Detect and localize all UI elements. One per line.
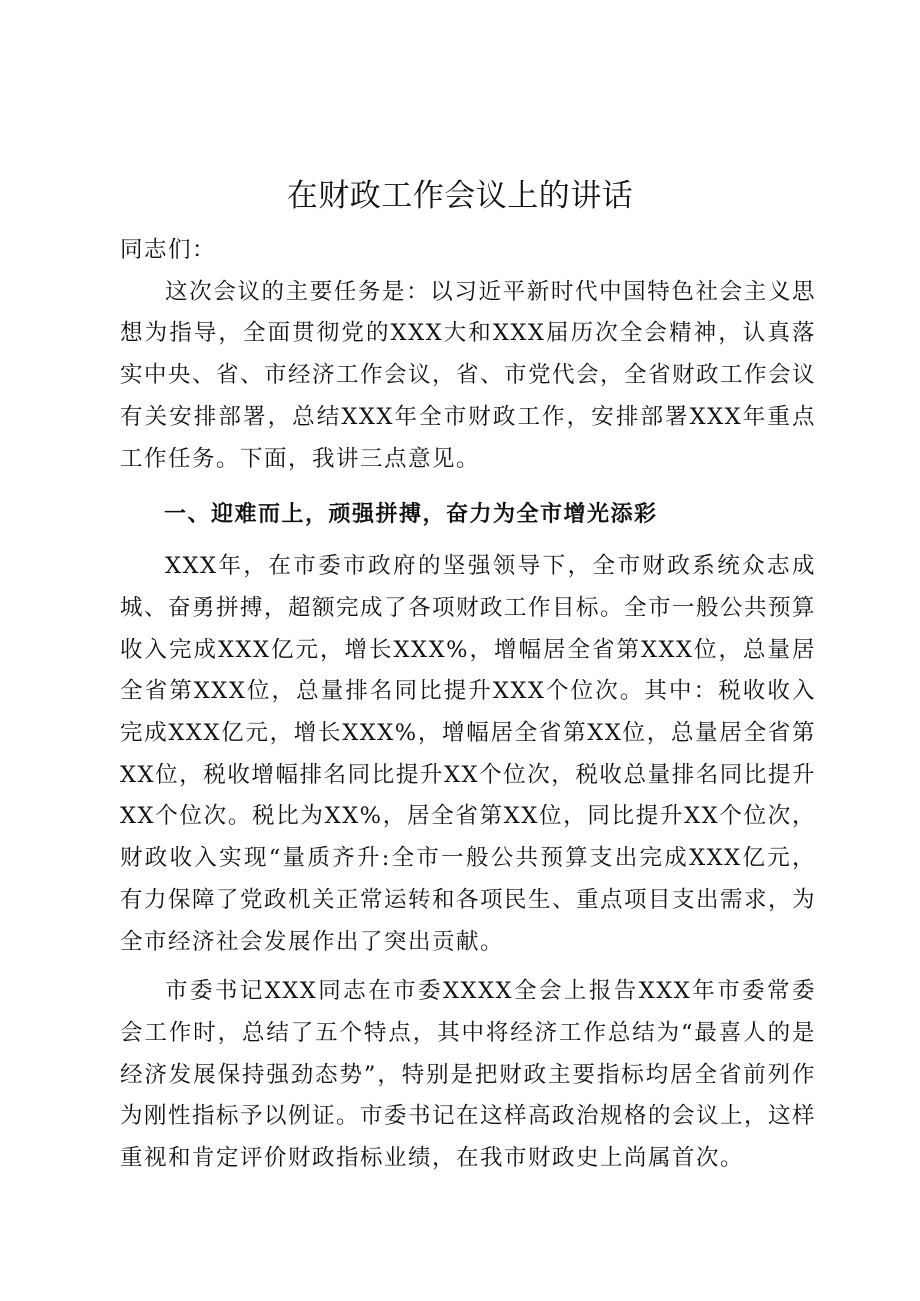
section-1-paragraph-2: 市委书记XXX同志在市委XXXX全会上报告XXX年市委常委会工作时，总结了五个特点，其中将经济工作总结为“最喜人的是经济发展保持强劲态势”，特别是把财政主要指标均居全省前列作为刚性指标予以例证。市委书记在这样高政治规格的会议上，这样重视和肯定评价财政指标业绩，在我市财政史上尚属首次。 (120, 978, 817, 1172)
salutation: 同志们： (120, 237, 217, 263)
section-1-paragraph-1: XXX年，在市委市政府的坚强领导下，全市财政系统众志成城、奋勇拼搏，超额完成了各项财政工作目标。全市一般公共预算收入完成XXX亿元，增长XXX%，增幅居全省第XXX位，总量居全省第XXX位，总量排名同比提升XXX个位次。其中：税收收入完成XXX亿元，增长XXX%，增幅居全省第XX位，总量居全省第XX位，税收增幅排名同比提升XX个位次，税收总量排名同比提升XX个位次。税比为XX%，居全省第XX位，同比提升XX个位次，财政收入实现“量质齐升:全市一般公共预算支出完成XXX亿元，有力保障了党政机关正常运转和各项民生、重点项目支出需求，为全市经济社会发展作出了突出贡献。 (120, 553, 817, 955)
section-1-heading: 一、迎难而上，顽强拼搏，奋力为全市增光添彩 (164, 502, 658, 528)
spacer (120, 963, 816, 971)
document-title: 在财政工作会议上的讲话 (286, 178, 634, 214)
document-body (120, 230, 816, 1180)
spacer (120, 480, 816, 490)
intro-paragraph: 这次会议的主要任务是：以习近平新时代中国特色社会主义思想为指导，全面贯彻党的XXX大和XXX届历次全会精神，认真落实中央、省、市经济工作会议，省、市党代会，全省财政工作会议有关安排部署，总结XXX年全市财政工作，安排部署XXX年重点工作任务。下面，我讲三点意见。 (120, 278, 817, 472)
